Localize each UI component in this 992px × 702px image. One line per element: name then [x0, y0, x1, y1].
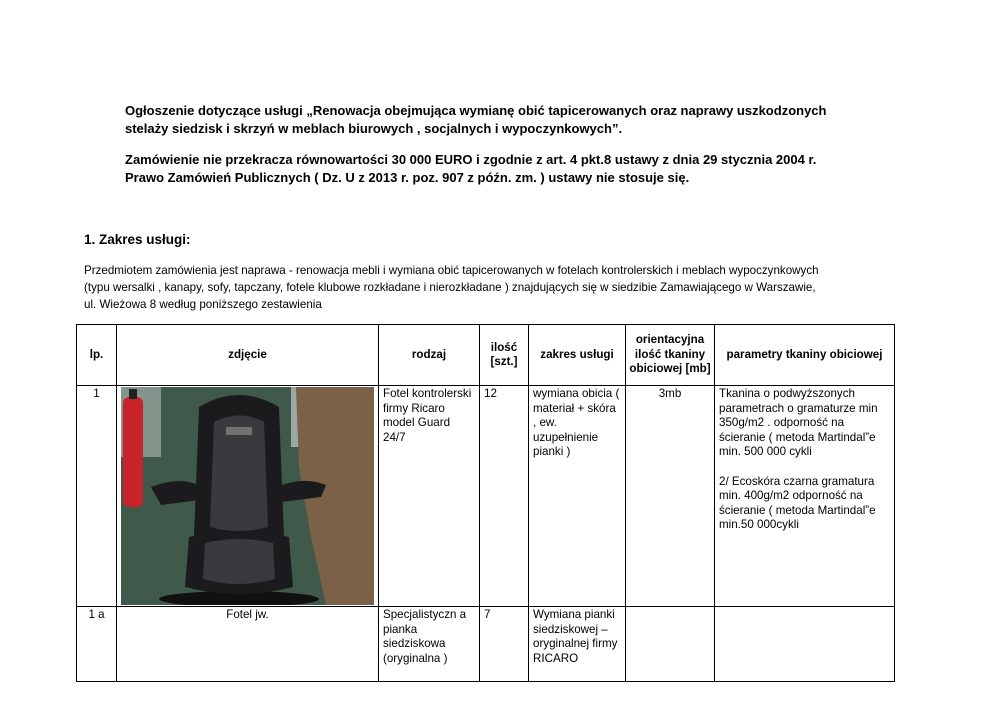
section-intro [84, 262, 914, 313]
notice-line-1: Zamówienie nie przekracza równowartości 30 000 EURO i zgodnie z art. 4 pkt.8 ustawy z dnia 29 stycznia 2004 r. [125, 152, 817, 167]
notice-line-2: Prawo Zamówień Publicznych ( Dz. U z 2013 r. poz. 907 z późn. zm. ) ustawy nie stosuje się. [125, 170, 690, 185]
row-photo-label: Fotel jw. [117, 607, 379, 682]
row-lp: 1 a [77, 607, 117, 682]
intro-line-2: (typu wersalki , kanapy, sofy, tapczany, fotele klubowe rozkładane i nierozkładane ) znajdujących się w siedzibie Zamawiającego w Warszawie, [84, 281, 816, 294]
table-row [77, 607, 895, 682]
header-scope: zakres usługi [529, 325, 626, 386]
row-scope: wymiana obicia ( materiał + skóra , ew. uzupełnienie pianki ) [529, 386, 626, 607]
row-fabric-params [715, 607, 895, 682]
row-qty: 12 [480, 386, 529, 607]
intro-line-3: ul. Wieżowa 8 według poniższego zestawienia [84, 298, 322, 311]
header-fabric-qty: orientacyjna ilość tkaniny obiciowej [mb] [626, 325, 715, 386]
row-kind: Fotel kontrolerski firmy Ricaro model Guard 24/7 [379, 386, 480, 607]
table-header-row [77, 325, 895, 386]
header-fabric-params: parametry tkaniny obiciowej [715, 325, 895, 386]
header-qty: ilość [szt.] [480, 325, 529, 386]
row-lp: 1 [77, 386, 117, 607]
row-photo-cell [117, 386, 379, 607]
procurement-notice [125, 151, 925, 187]
row-qty: 7 [480, 607, 529, 682]
fabric-params-paragraph: Tkanina o podwyższonych parametrach o gramaturze min 350g/m2 . odporność na ścieranie ( metoda Martindal”e min. 500 000 cykli [719, 387, 878, 458]
table-row [77, 386, 895, 607]
header-lp: lp. [77, 325, 117, 386]
row-fabric-qty: 3mb [626, 386, 715, 607]
header-photo: zdjęcie [117, 325, 379, 386]
intro-line-1: Przedmiotem zamówienia jest naprawa - renowacja mebli i wymiana obić tapicerowanych w fotelach kontrolerskich i meblach wypoczynkowych [84, 264, 819, 277]
row-fabric-params [715, 386, 895, 607]
header-kind: rodzaj [379, 325, 480, 386]
row-scope: Wymiana pianki siedziskowej – oryginalnej firmy RICARO [529, 607, 626, 682]
title-line-1: Ogłoszenie dotyczące usługi „Renowacja obejmująca wymianę obić tapicerowanych oraz naprawy uszkodzonych [125, 103, 827, 118]
title-line-2: stelaży siedzisk i skrzyń w meblach biurowych , socjalnych i wypoczynkowych”. [125, 121, 623, 136]
announcement-title [125, 102, 925, 138]
row-kind: Specjalistyczn a pianka siedziskowa (oryginalna ) [379, 607, 480, 682]
service-table [76, 324, 895, 682]
extinguisher-icon [123, 397, 143, 507]
row-fabric-qty [626, 607, 715, 682]
section-title: 1. Zakres usługi: [84, 232, 191, 247]
ecoleather-params-paragraph: 2/ Ecoskóra czarna gramatura min. 400g/m2 odporność na ścieranie ( metoda Martindal”e min.50 000cykli [719, 474, 876, 531]
chair-logo-strip [226, 427, 252, 435]
chair-photo [121, 387, 374, 605]
